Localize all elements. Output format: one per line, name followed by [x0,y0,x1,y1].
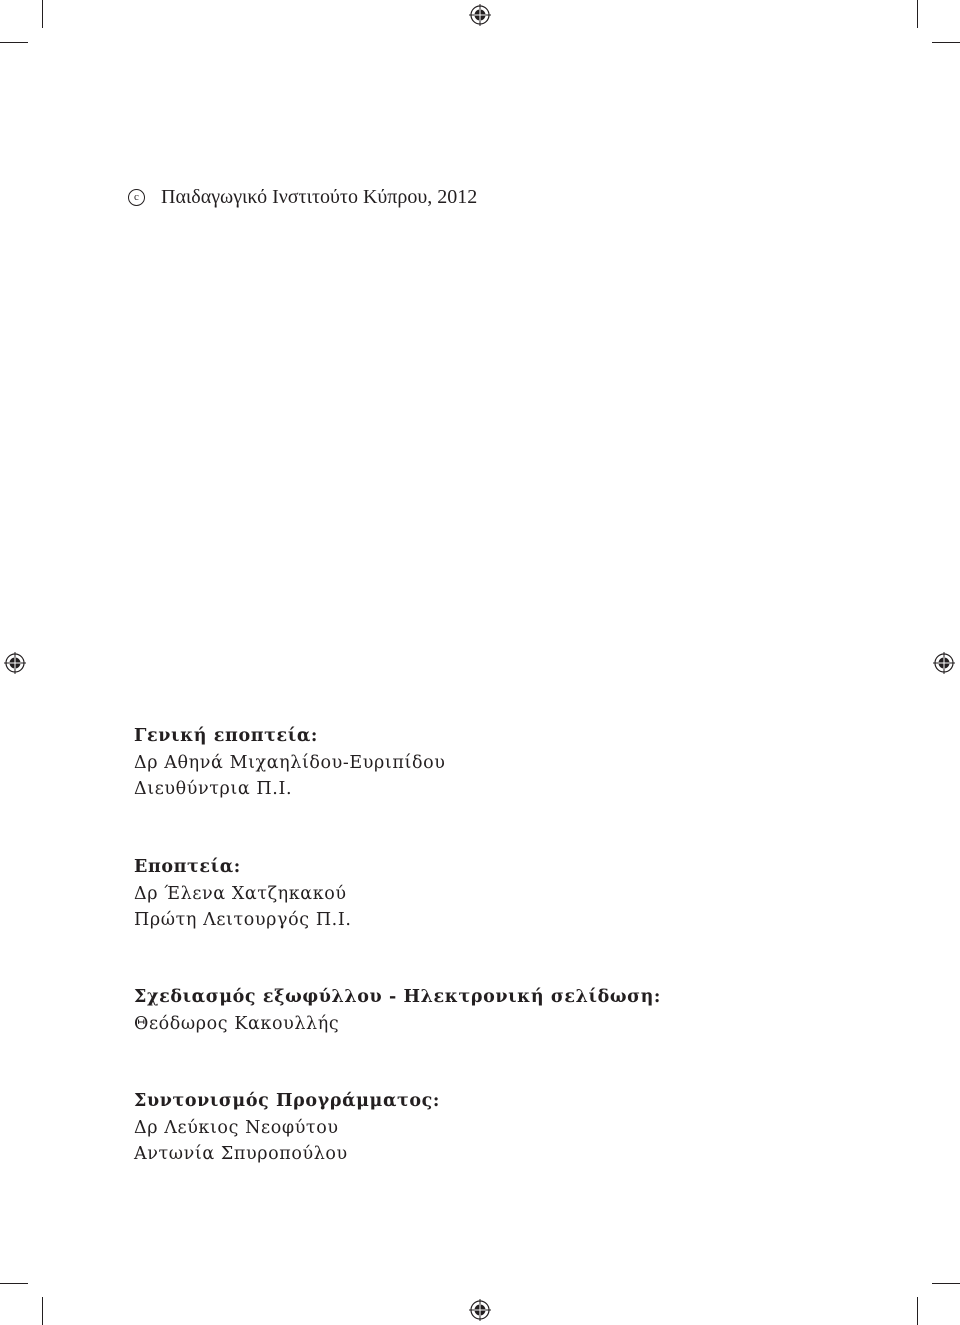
crop-mark-top-left-vertical [42,0,43,28]
registration-target-icon [469,4,491,26]
program-coordination-section [134,1088,440,1168]
registration-target-icon [4,652,26,674]
registration-target-icon [933,652,955,674]
supervision-section [134,854,352,934]
registration-target-icon [469,1299,491,1321]
cover-design-section [134,984,661,1037]
crop-mark-bottom-left-horizontal [0,1283,28,1284]
crop-mark-bottom-left-vertical [42,1297,43,1325]
supervision-heading: Εποπτεία: [134,857,241,877]
supervision-name: Δρ Έλενα Χατζηκακού [134,883,347,904]
copyright-line [128,186,477,209]
crop-mark-top-right-vertical [917,0,918,28]
general-supervision-role: Διευθύντρια Π.Ι. [134,779,293,799]
program-coordination-heading: Συντονισμός Προγράμματος: [134,1091,440,1111]
crop-mark-top-left-horizontal [0,42,28,43]
crop-mark-bottom-right-vertical [917,1297,918,1325]
crop-mark-top-right-horizontal [932,42,960,43]
program-coordination-name: Αντωνία Σπυροπούλου [134,1144,348,1164]
crop-mark-bottom-right-horizontal [932,1283,960,1284]
general-supervision-heading: Γενική εποπτεία: [134,726,318,746]
supervision-role: Πρώτη Λειτουργός Π.Ι. [134,910,352,930]
general-supervision-section [134,723,445,803]
copyright-icon: c [128,189,145,206]
copyright-text: Παιδαγωγικό Ινστιτούτο Κύπρου, 2012 [161,186,478,208]
cover-design-heading: Σχεδιασμός εξωφύλλου - Ηλεκτρονική σελίδωση: [134,987,661,1007]
general-supervision-name: Δρ Αθηνά Μιχαηλίδου-Ευριπίδου [134,752,446,773]
cover-design-name: Θεόδωρος Κακουλλής [134,1013,340,1034]
program-coordination-name: Δρ Λεύκιος Νεοφύτου [134,1117,339,1138]
